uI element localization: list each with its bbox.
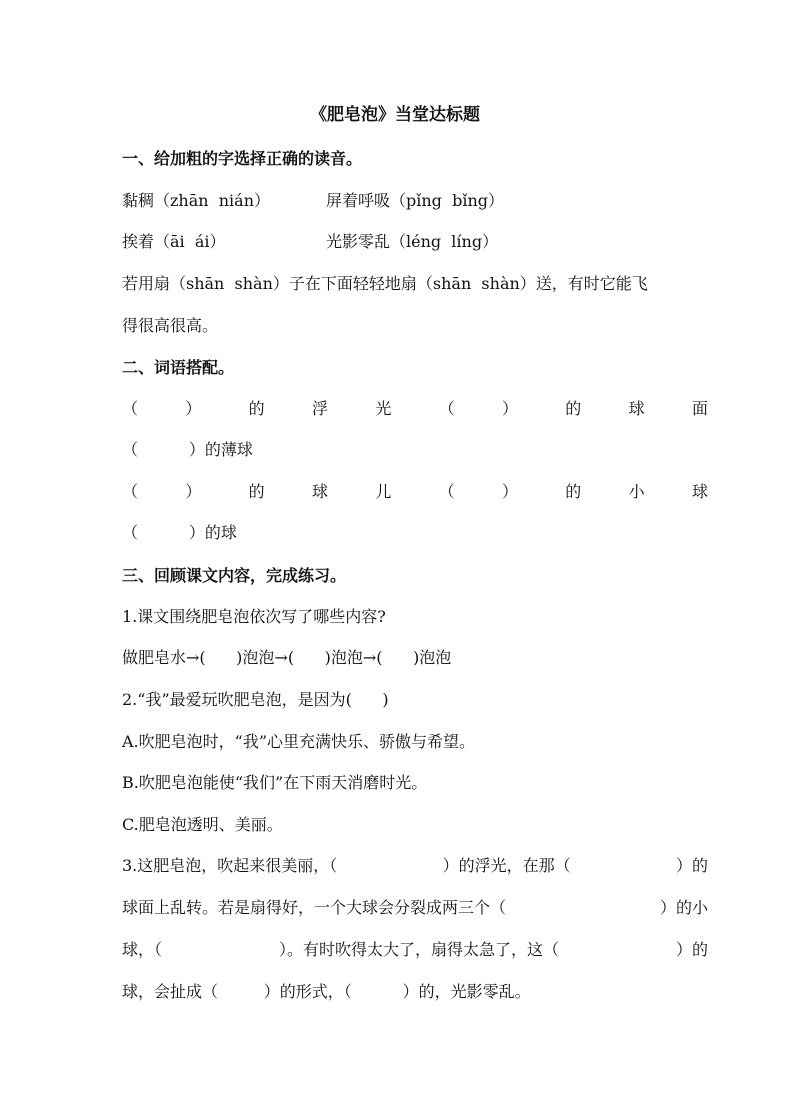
pinyin-item-2: 屏着呼吸（pǐng bǐng） [326,191,504,210]
q3-text-segment: ）的 [675,940,708,959]
page-title: 《肥皂泡》当堂达标题 [310,105,480,125]
question-1-answer-line: 做肥皂水→( )泡泡→( )泡泡→( )泡泡 [122,648,452,667]
q3-text-segment: ）的小 [659,898,708,917]
collocation-token: （ [122,399,139,418]
question-3-line-1 [122,855,708,877]
collocation-token: 的 [248,399,265,418]
question-2-option-c: C.肥皂泡透明、美丽。 [122,815,283,834]
collocation-token: 面 [691,399,708,418]
q3-text-segment: 球，（ [122,940,163,959]
question-1: 1.课文围绕肥皂泡依次写了哪些内容? [122,607,386,626]
q3-text-segment: ）的 [675,856,708,875]
collocation-token: （ [438,482,455,501]
collocation-row-4: （ ）的球 [122,523,237,542]
q3-text-segment: 球面上乱转。若是扇得好，一个大球会分裂成两三个（ [122,898,507,917]
collocation-token: ） [185,482,202,501]
collocation-token: 儿 [375,482,392,501]
pinyin-sentence-line-2: 得很高很高。 [122,316,219,335]
pinyin-item-4: 光影零乱（léng líng） [326,232,499,251]
pinyin-sentence-line-1: 若用扇（shān shàn）子在下面轻轻地扇（shān shàn）送，有时它能飞 [122,274,648,293]
section1-heading: 一、给加粗的字选择正确的读音。 [122,149,363,168]
collocation-row-3 [122,481,708,503]
question-2-option-b: B.吹肥皂泡能使“我们”在下雨天消磨时光。 [122,773,428,792]
collocation-token: 球 [691,482,708,501]
collocation-token: 的 [565,482,582,501]
pinyin-item-1: 黏稠（zhān nián） [122,191,271,210]
question-3-line-4: 球，会扯成（ ）的形式，（ ）的，光影零乱。 [122,982,531,1001]
collocation-token: 球 [628,399,645,418]
pinyin-item-3: 挨着（āi ái） [122,232,226,251]
collocation-row-2: （ ）的薄球 [122,440,253,459]
collocation-token: ） [185,399,202,418]
question-2-option-a: A.吹肥皂泡时，“我”心里充满快乐、骄傲与希望。 [122,732,476,751]
q3-text-segment: 3.这肥皂泡，吹起来很美丽，（ [122,856,338,875]
collocation-token: 浮 [311,399,328,418]
section2-heading: 二、词语搭配。 [122,358,235,377]
collocation-token: 光 [375,399,392,418]
collocation-token: （ [438,399,455,418]
collocation-row-1 [122,398,708,420]
collocation-token: 的 [565,399,582,418]
collocation-token: ） [501,399,518,418]
section3-heading: 三、回顾课文内容，完成练习。 [122,566,347,585]
question-3-line-3 [122,939,708,961]
collocation-token: 的 [248,482,265,501]
collocation-token: 球 [311,482,328,501]
collocation-token: ） [501,482,518,501]
collocation-token: 小 [628,482,645,501]
q3-text-segment: ）的浮光，在那（ [442,856,571,875]
q3-text-segment: ）。有时吹得太大了，扇得太急了，这（ [278,940,559,959]
question-3-line-2 [122,897,708,919]
collocation-token: （ [122,482,139,501]
question-2: 2.“我”最爱玩吹肥皂泡，是因为( ) [122,690,389,709]
